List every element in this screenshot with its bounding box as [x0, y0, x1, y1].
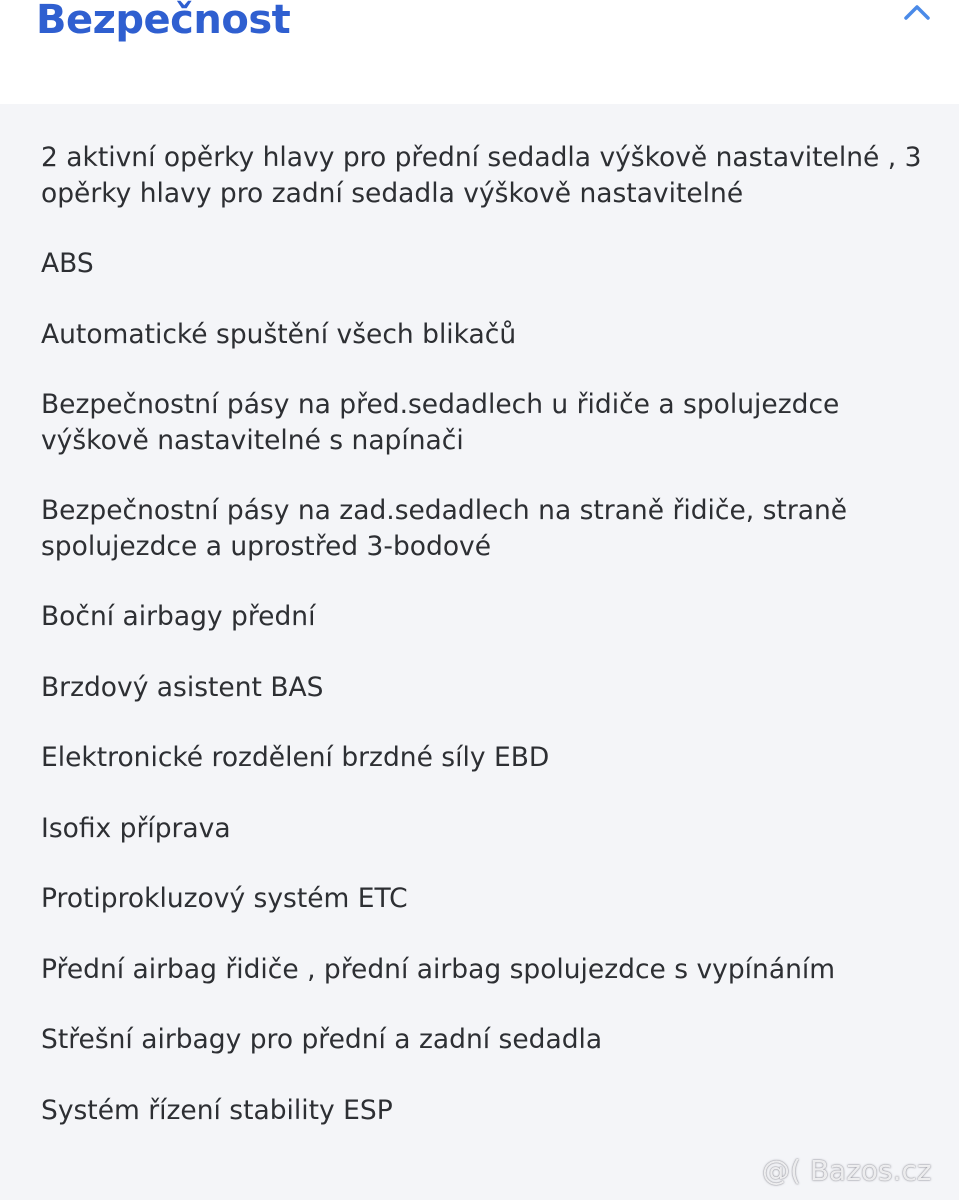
section-content [0, 104, 959, 1200]
list-item: Systém řízení stability ESP [41, 1094, 393, 1126]
list-item: Protiprokluzový systém ETC [41, 883, 408, 914]
list-item: Přední airbag řidiče , přední airbag spolujezdce s vypínáním [41, 953, 836, 985]
list-item: Bezpečnostní pásy na zad.sedadlech na straně řidiče, straně spolujezdce a uprostřed 3-bodové [41, 495, 848, 562]
feature-list [41, 140, 931, 1163]
watermark: @( Bazos.cz [762, 1154, 932, 1187]
list-item: Elektronické rozdělení brzdné síly EBD [41, 742, 550, 773]
collapse-toggle-button[interactable] [893, 0, 941, 32]
list-item: Střešní airbagy pro přední a zadní sedadla [41, 1024, 603, 1055]
list-item: Boční airbagy přední [41, 601, 316, 632]
chevron-up-icon [903, 2, 931, 22]
list-item: Bezpečnostní pásy na před.sedadlech u řidiče a spolujezdce výškově nastavitelné s napínači [41, 389, 840, 456]
list-item: Brzdový asistent BAS [41, 671, 324, 703]
list-item: 2 aktivní opěrky hlavy pro přední sedadla výškově nastavitelné , 3 opěrky hlavy pro zadní sedadla výškově nastavitelné [41, 142, 922, 209]
list-item: ABS [41, 248, 94, 279]
list-item: Automatické spuštění všech blikačů [41, 318, 517, 350]
list-item: Isofix příprava [41, 812, 231, 844]
section-title: Bezpečnost [36, 0, 291, 43]
section-header[interactable] [0, 0, 959, 104]
